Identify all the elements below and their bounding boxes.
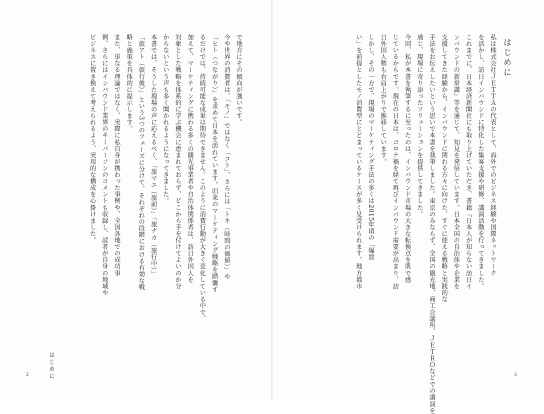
chapter-heading: はじめに (503, 38, 512, 78)
running-head: はじめに (48, 352, 54, 380)
page-number-left: 2 (26, 373, 29, 378)
page-number-right: 3 (514, 373, 517, 378)
right-page-body-text: 私は株式会社ＪＥＴＴＡの代表として、海外でのビジネス経験や国際ネットワーク を活かし、訪日インバウンドに特化した集客支援や研修、講演活動を行ってきました。 これまでに、日本経済新聞社にも取り上げていただき、書籍『日本人が知らない訪日イ ンバウンドの新常識』等を通じて、知見を発信しています。日本全国の自治体や企業を 支援してきた経験から、インバウンドに関わる方々に向けた、すぐに使える戦略と実践的な 手法をお伝えしたいという思いで本書を執筆しました。東京のみならず、全国の観光地、商工会議所、ＪＥＴＲＯなどでの講演を 通じ、現場に寄り添ったソリューションを提供してきました。 今回、私が本書を執筆するに至ったのは、インバウンド市場の大きな転換点を肌で感 じているからです。現在の日本は、コロナ禍を経て再びインバウンド需要が高まり、訪 日外国人数も右肩上がりで推移しています。 しかし、その一方で、現場のマーケティング手法の多くは2015年頃の「爆買 い」を前提としたモノ消費型にとどまっているケースが多く見受けられます。地方都市 (354, 34, 496, 414)
left-page-body-text: で地方にその傾向が強いです。 今や世界の消費者は、「モノ」ではなく「コト」、さらには「トキ（時間の価値）」や 「ヒト（つながり）」を求めて日本を訪れています。旧来のマーケティング戦略を踏襲す るだけでは、持続可能な成果は期待できません。このように消費行動が大きく変化している中で、 加えて、マーケティングに携わる多くの観光事業者や自治体関係者は、訪日外国人を 対象とした戦略を体系的に学ぶ機会に恵まれておらず、どこから手を付けてよいのか分 からないという声も多く聞かれるようになってきました。 本書では、そうした現場の声に応えるべく、「旅マエ（旅前）」「旅ナカ（旅行中）」 「旅アト（旅行後）」という3つのフェーズに分けて、それぞれの段階における有効な戦 略と施策を具体的に提示します。 また、単なる理論ではなく、実際に私自身が携わった事例や、全国各地での成功事 例、さらにはインバウンド業界のキーパーソンのコメントも収録し、読者が自身の地域や ビジネスに置き換えて考えられるよう、実用的な構成を心掛けました。 (88, 34, 242, 323)
